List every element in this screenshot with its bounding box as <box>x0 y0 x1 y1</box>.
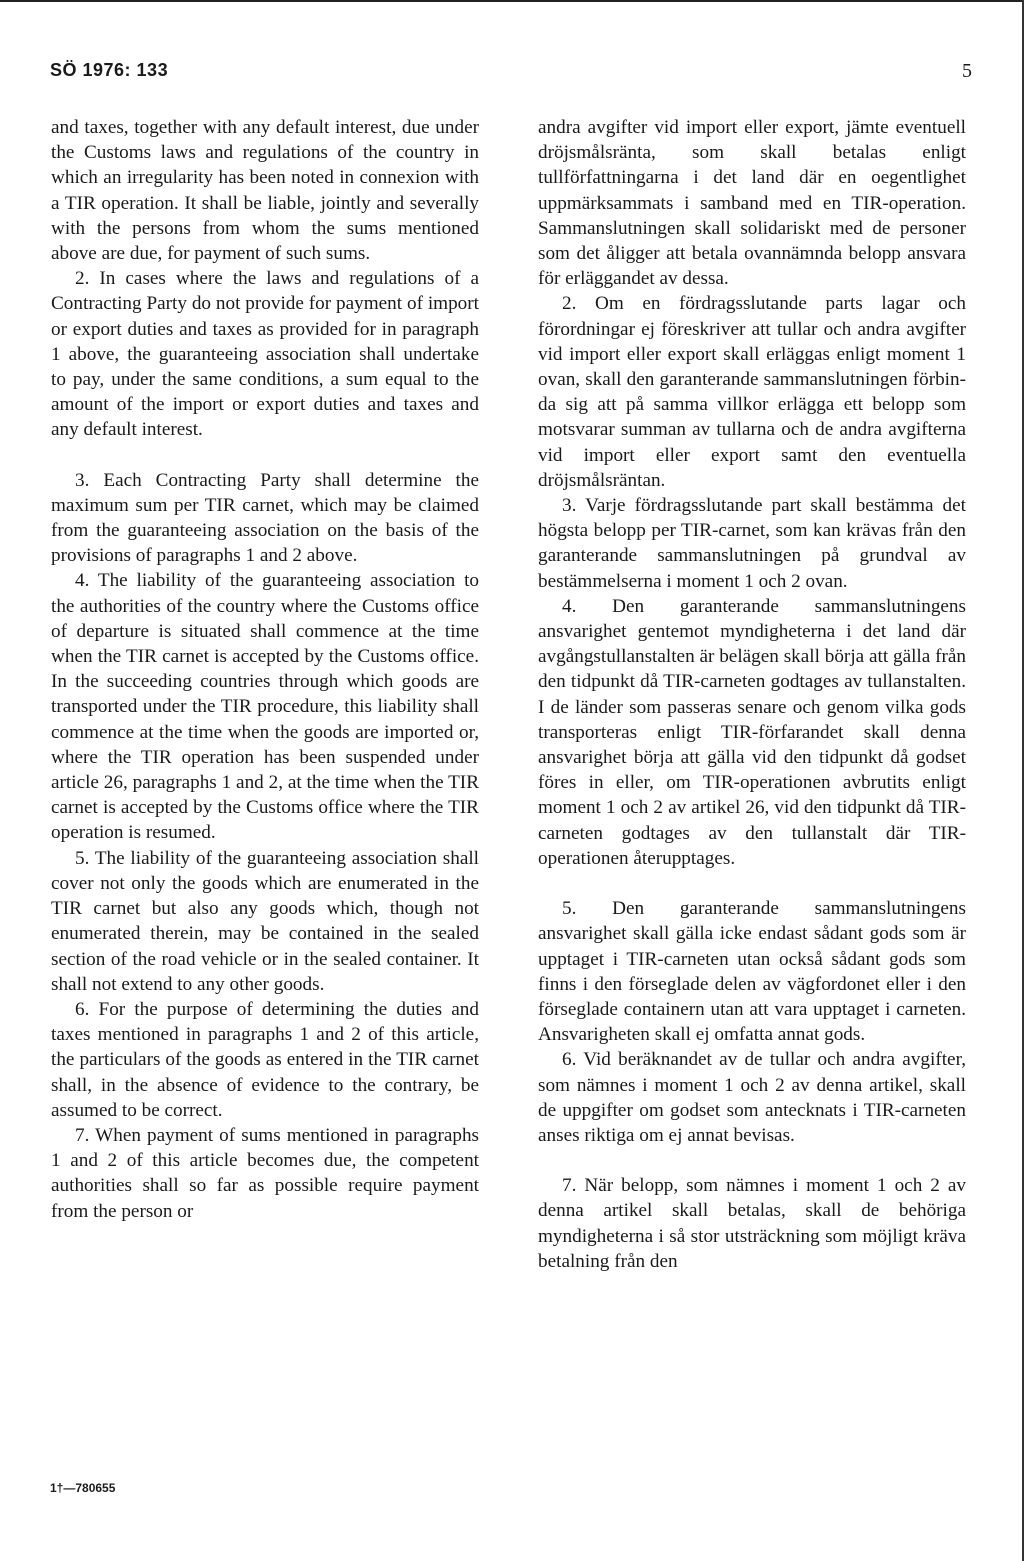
english-paragraph-3: 3. Each Contracting Party shall determine the maximum sum per TIR carnet, which may be claimed from the guaranteeing association on the basis of the provisions of paragraphs 1 and 2 above. <box>51 469 479 567</box>
english-paragraph-6: 6. For the purpose of determining the duties and taxes mentioned in paragraphs 1 and 2 of this article, the particulars of the goods as entered in the TIR carnet shall, in the absence of evidence to the contrary, be assumed to be correct. <box>51 998 479 1121</box>
swedish-paragraph-1: andra avgifter vid import eller export, jämte eventuell dröjsmålsränta, som skall betalas enligt tullförfattningarna i det land där en oegentlighet uppmärksammats i samband med en TIR-operation. Sammanslutningen skall solidariskt med de personer som det åligger att betala ovannämnda belopp ansvara för erläggandet av dessa. <box>538 117 966 290</box>
scan-border-top <box>0 0 1024 6</box>
swedish-paragraph-5: 5. Den garanterande sammanslutningens ansvarighet skall gälla icke endast sådant gods som är upptaget i TIR-carneten utan också sådant gods som finns i den förseglade delen av vägfordonet eller i den förseglade containern utan att vara upptaget i carneten. Ansvarigheten skall ej omfatta annat gods. <box>538 898 966 1046</box>
swedish-paragraph-6: 6. Vid beräknandet av de tullar och andra avgifter, som nämnes i moment 1 och 2 av denna artikel, skall de uppgifter om godset som antecknats i TIR-carneten anses riktiga om ej annat bevisas. <box>538 1049 966 1146</box>
page-header <box>50 60 972 90</box>
english-paragraph-7: 7. When payment of sums mentioned in paragraphs 1 and 2 of this article becomes due, the competent authorities shall so far as possible require payment from the person or <box>51 1124 479 1222</box>
swedish-paragraph-4: 4. Den garanterande sammanslutningens ansvarighet gentemot myndigheterna i det land där avgångstullanstalten är belägen skall börja att gälla från den tidpunkt då TIR-carneten godtages av tullanstalten. I de länder som passeras senare och genom vilka gods transporteras enligt TIR-förfarandet skall denna ansvarighet börja att gälla vid den tidpunkt då godset föres in eller, om TIR-operationen avbrutits enligt moment 1 och 2 av artikel 26, vid den tidpunkt då TIR-carneten godtages av den tullanstalt där TIR-operationen återupptages. <box>538 595 966 869</box>
swedish-column <box>538 115 966 1274</box>
english-paragraph-2: 2. In cases where the laws and regulations of a Contracting Party do not provide for payment of import or export duties and taxes as provided for in paragraph 1 above, the guaranteeing association shall undertake to pay, under the same conditions, a sum equal to the amount of the import or export duties and taxes and any default interest. <box>51 268 479 441</box>
swedish-paragraph-2: 2. Om en fördragsslutande parts lagar och förordningar ej föreskriver att tullar och andra avgifter vid import eller export skall erläggas enligt moment 1 ovan, skall den garanterande sammanslutningen förbinda sig att på samma villkor erlägga ett belopp som motsvarar summan av tullarna och de andra avgifterna vid import eller export samt den eventuella dröjsmålsräntan. <box>538 293 966 491</box>
document-reference: SÖ 1976: 133 <box>50 60 169 80</box>
english-paragraph-4: 4. The liability of the guaranteeing association to the authorities of the country where the Customs office of departure is situated shall commence at the time when the TIR carnet is accepted by the Customs office. In the succeeding countries through which goods are transported under the TIR procedure, this liability shall commence at the time when the goods are imported or, where the TIR operation has been suspended under article 26, paragraphs 1 and 2, at the time when the TIR carnet is accepted by the Customs office where the TIR operation is resumed. <box>51 570 479 844</box>
english-paragraph-1: and taxes, together with any default interest, due under the Customs laws and regulations of the country in which an irregularity has been noted in connexion with a TIR operation. It shall be liable, jointly and severally with the persons from whom the sums mentioned above are due, for payment of such sums. <box>51 117 479 265</box>
english-column <box>51 115 479 1224</box>
print-code: 1†—780655 <box>50 1481 116 1495</box>
page-number: 5 <box>962 60 972 82</box>
english-paragraph-5: 5. The liability of the guaranteeing association shall cover not only the goods which are enumerated in the TIR carnet but also any goods which, though not enumerated therein, may be contained in the sealed section of the road vehicle or in the sealed container. It shall not extend to any other goods. <box>51 847 479 995</box>
swedish-paragraph-3: 3. Varje fördragsslutande part skall bestämma det högsta belopp per TIR-carnet, som kan krävas från den garanterande sammanslutningen på grundval av bestämmelserna i moment 1 och 2 ovan. <box>538 495 966 592</box>
swedish-paragraph-7: 7. När belopp, som nämnes i moment 1 och 2 av denna artikel skall betalas, skall de behöriga myndigheterna i så stor utsträckning som möjligt kräva betalning från den <box>538 1175 966 1272</box>
